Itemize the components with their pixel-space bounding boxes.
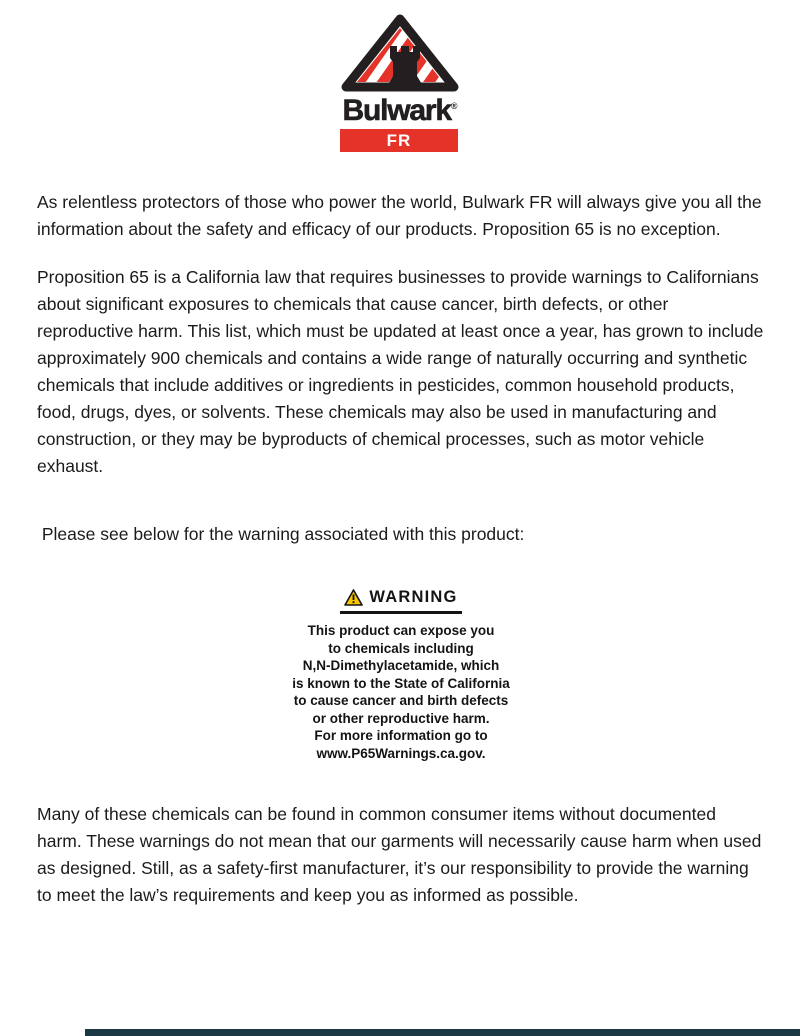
paragraph-closing: Many of these chemicals can be found in common consumer items without documented harm. These warnings do not mean that our garments will necessarily cause harm when used as designed. Still, as a safety-first manufacturer, it’s our responsibility to provide the warning to meet the law’s requirements and keep you as informed as possible. — [37, 804, 767, 906]
paragraph-see-below: Please see below for the warning associated with this product: — [37, 524, 525, 544]
warning-line: www.P65Warnings.ca.gov. — [316, 745, 486, 761]
warning-title: WARNING — [369, 588, 458, 606]
warning-line: or other reproductive harm. — [312, 710, 490, 726]
registered-trademark-mark: ® — [450, 101, 458, 111]
warning-header — [286, 588, 516, 606]
fr-badge — [340, 129, 458, 152]
body-copy — [0, 189, 800, 909]
warning-line: N,N-Dimethylacetamide, which — [302, 658, 500, 674]
fr-badge-label: FR — [386, 130, 412, 150]
warning-line: For more information go to — [314, 728, 488, 744]
warning-underline — [340, 611, 462, 614]
warning-line: This product can expose you — [307, 623, 495, 639]
brand-wordmark — [340, 96, 460, 126]
warning-line: to chemicals including — [328, 640, 474, 656]
warning-line: is known to the State of California — [292, 675, 510, 691]
warning-triangle-icon — [344, 589, 363, 606]
footer-bar — [85, 1029, 800, 1036]
bulwark-castle-triangle-icon — [340, 14, 460, 94]
paragraph-intro: As relentless protectors of those who power the world, Bulwark FR will always give you all the information about the safety and efficacy of our products. Proposition 65 is no exception. — [37, 192, 767, 239]
prop65-warning-label — [286, 588, 516, 762]
warning-line: to cause cancer and birth defects — [293, 693, 509, 709]
brand-name: Bulwark — [342, 94, 451, 127]
bulwark-logo — [340, 14, 460, 152]
paragraph-prop65: Proposition 65 is a California law that requires businesses to provide warnings to Californians about significant exposures to chemicals that cause cancer, birth defects, or other reproductive harm. This list, which must be updated at least once a year, has grown to include approximately 900 chemicals and contains a wide range of naturally occurring and synthetic chemicals that include additives or ingredients in pesticides, common household products, food, drugs, dyes, or solvents. These chemicals may also be used in manufacturing and construction, or they may be byproducts of chemical processes, such as motor vehicle exhaust. — [37, 267, 769, 476]
